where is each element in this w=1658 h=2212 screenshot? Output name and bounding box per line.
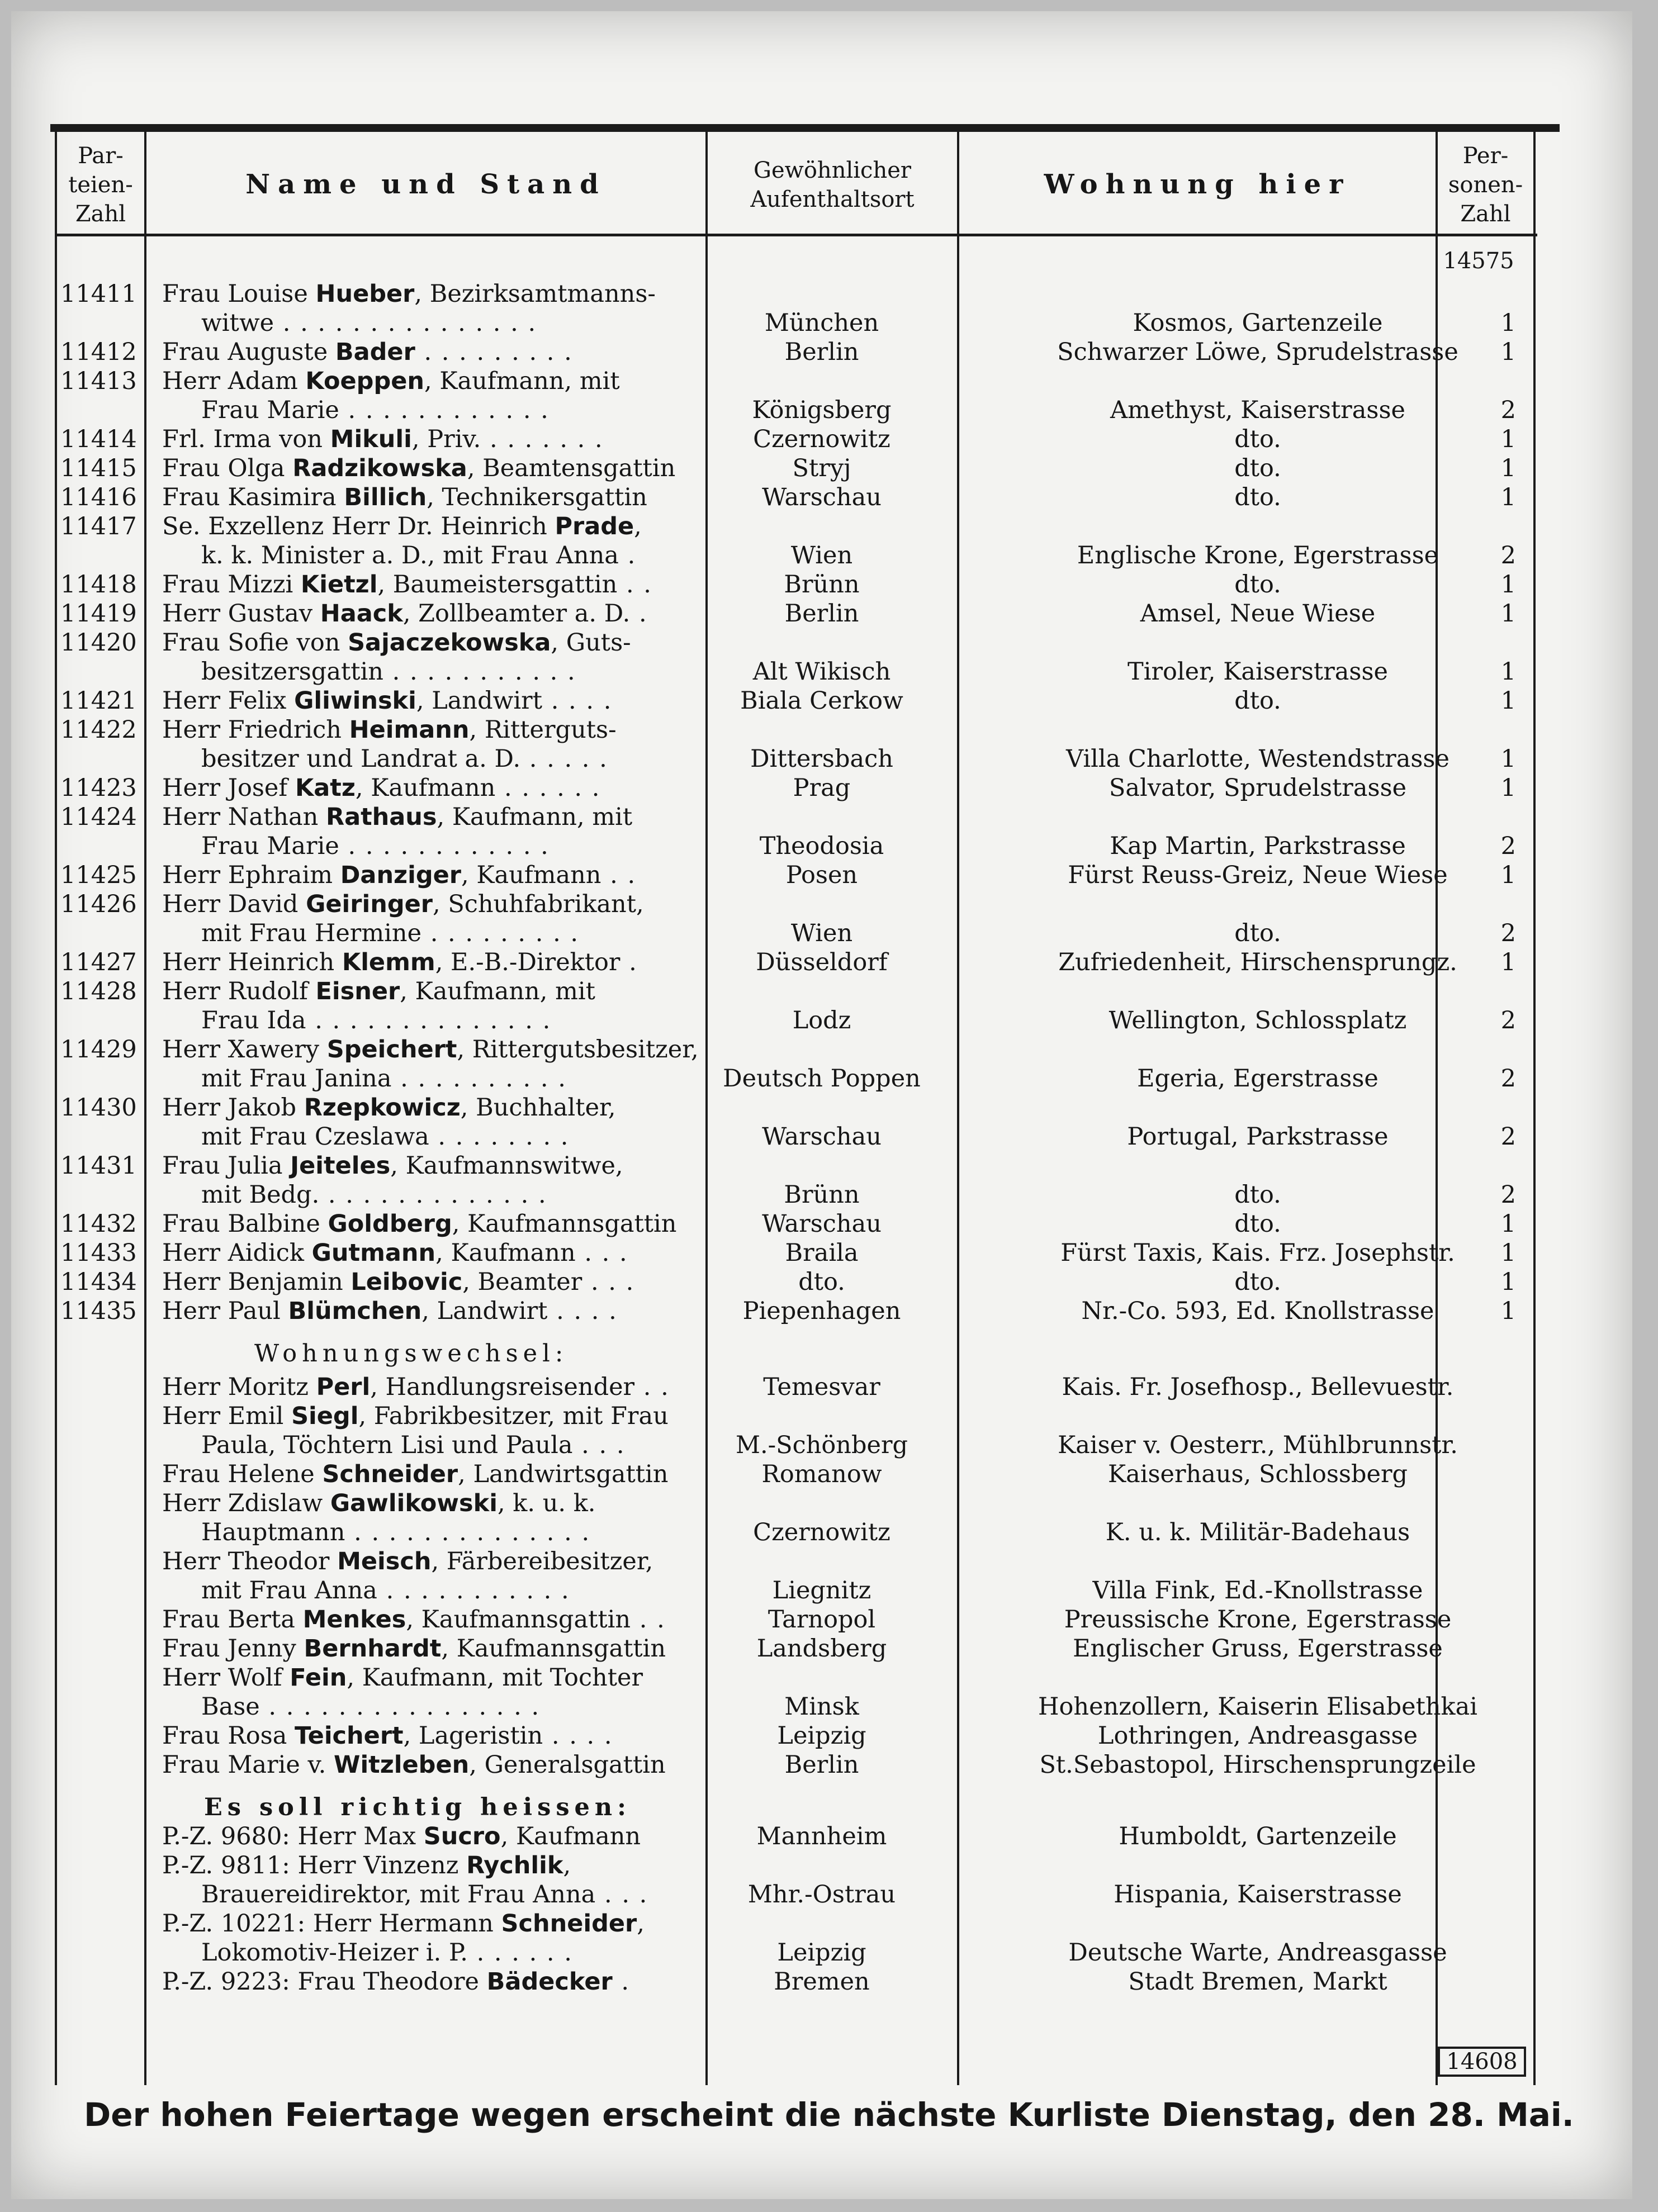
lodging: dto. xyxy=(1234,571,1281,599)
correction-row xyxy=(0,1967,1658,1996)
guest-name: P.-Z. 9811: Herr Vinzenz Rychlik, xyxy=(162,1852,571,1879)
guest-surname: Mikuli xyxy=(330,425,412,453)
move-row xyxy=(0,1721,1658,1750)
party-number: 11421 xyxy=(60,687,137,715)
register-row xyxy=(0,338,1658,367)
move-row xyxy=(0,1634,1658,1663)
guest-name: besitzer und Landrat a. D. . . . . . xyxy=(201,745,608,773)
persons-count: 1 xyxy=(1500,338,1516,366)
guest-surname: Jeiteles xyxy=(290,1152,391,1180)
guest-surname: Leibovic xyxy=(350,1268,463,1296)
guest-name: Herr Friedrich Heimann, Ritterguts- xyxy=(162,716,617,744)
persons-count: 1 xyxy=(1500,1297,1516,1325)
guest-name: witwe . . . . . . . . . . . . . . . xyxy=(201,309,537,337)
register-row xyxy=(0,541,1658,570)
register-row xyxy=(0,308,1658,338)
guest-surname: Fein xyxy=(290,1664,347,1692)
usual-residence: M.-Schönberg xyxy=(735,1431,908,1459)
section-heading-moves: Wohnungswechsel: xyxy=(254,1340,569,1368)
lodging: Englischer Gruss, Egerstrasse xyxy=(1073,1635,1443,1663)
guest-surname: Geiringer xyxy=(306,890,433,918)
guest-name: Frau Rosa Teichert, Lageristin . . . . xyxy=(162,1722,613,1750)
guest-name: mit Frau Janina . . . . . . . . . . xyxy=(201,1065,567,1093)
usual-residence: Liegnitz xyxy=(772,1577,871,1605)
register-row xyxy=(0,1122,1658,1151)
guest-surname: Menkes xyxy=(302,1606,406,1634)
guest-name: Herr Benjamin Leibovic, Beamter . . . xyxy=(162,1268,635,1296)
persons-count: 2 xyxy=(1500,1181,1516,1209)
register-row xyxy=(0,599,1658,628)
lodging: Villa Fink, Ed.-Knollstrasse xyxy=(1092,1577,1423,1605)
header-usual-residence: Gewöhnlicher Aufenthaltsort xyxy=(750,157,915,212)
party-number: 11411 xyxy=(60,280,137,308)
guest-name: Herr Rudolf Eisner, Kaufmann, mit xyxy=(162,977,595,1005)
persons-count: 1 xyxy=(1500,1210,1516,1238)
footer-notice: Der hohen Feiertage wegen erscheint die nächste Kurliste Dienstag, den 28. Mai. xyxy=(84,2096,1574,2134)
usual-residence: Düsseldorf xyxy=(756,948,888,976)
guest-surname: Klemm xyxy=(342,948,435,976)
section-heading-corrections-row xyxy=(0,1793,1658,1822)
end-total: 14608 xyxy=(1438,2047,1526,2077)
register-row xyxy=(0,1006,1658,1035)
register-row xyxy=(0,1209,1658,1238)
move-row xyxy=(0,1605,1658,1634)
guest-name: k. k. Minister a. D., mit Frau Anna . xyxy=(201,542,637,569)
guest-name: P.-Z. 10221: Herr Hermann Schneider, xyxy=(162,1910,645,1938)
lodging: Tiroler, Kaiserstrasse xyxy=(1128,658,1388,686)
lodging: Amethyst, Kaiserstrasse xyxy=(1110,396,1405,424)
guest-name: Frau Julia Jeiteles, Kaufmannswitwe, xyxy=(162,1152,623,1180)
lodging: Nr.-Co. 593, Ed. Knollstrasse xyxy=(1081,1297,1434,1325)
guest-name: Frau Kasimira Billich, Technikersgattin xyxy=(162,483,647,511)
usual-residence: Wien xyxy=(790,542,853,569)
register-row xyxy=(0,483,1658,512)
party-number: 11422 xyxy=(60,716,137,744)
lodging: Lothringen, Andreasgasse xyxy=(1097,1722,1418,1750)
lodging: dto. xyxy=(1234,687,1281,715)
guest-surname: Gliwinski xyxy=(294,687,416,715)
move-row xyxy=(0,1460,1658,1489)
guest-name: Brauereidirektor, mit Frau Anna . . . xyxy=(201,1881,648,1909)
register-row xyxy=(0,1151,1658,1180)
move-row xyxy=(0,1547,1658,1576)
guest-surname: Koeppen xyxy=(305,367,424,395)
persons-count: 1 xyxy=(1500,861,1516,889)
persons-count: 1 xyxy=(1500,454,1516,482)
usual-residence: Leipzig xyxy=(777,1722,866,1750)
guest-name: Frau Olga Radzikowska, Beamtensgattin xyxy=(162,454,676,482)
guest-name: Herr Emil Siegl, Fabrikbesitzer, mit Frau xyxy=(162,1402,669,1430)
guest-name: mit Frau Hermine . . . . . . . . . xyxy=(201,919,580,947)
party-number: 11434 xyxy=(60,1268,137,1296)
guest-name: Frau Berta Menkes, Kaufmannsgattin . . xyxy=(162,1606,666,1634)
register-row xyxy=(0,279,1658,308)
lodging: dto. xyxy=(1234,1210,1281,1238)
guest-surname: Eisner xyxy=(315,977,400,1005)
register-row xyxy=(0,454,1658,483)
guest-surname: Perl xyxy=(316,1373,371,1401)
correction-row xyxy=(0,1938,1658,1967)
usual-residence: Theodosia xyxy=(759,832,884,860)
usual-residence: Deutsch Poppen xyxy=(723,1065,921,1093)
guest-surname: Schneider xyxy=(322,1460,458,1488)
usual-residence: Lodz xyxy=(792,1007,851,1034)
usual-residence: Leipzig xyxy=(777,1939,866,1967)
guest-name: Base . . . . . . . . . . . . . . . . xyxy=(201,1693,541,1721)
register-row xyxy=(0,715,1658,744)
usual-residence: Mhr.-Ostrau xyxy=(747,1881,896,1909)
register-row xyxy=(0,1268,1658,1297)
usual-residence: Warschau xyxy=(762,483,882,511)
party-number: 11425 xyxy=(60,861,137,889)
guest-name: Frau Marie . . . . . . . . . . . . xyxy=(201,396,549,424)
persons-count: 2 xyxy=(1500,832,1516,860)
usual-residence: Tarnopol xyxy=(768,1606,876,1634)
move-row xyxy=(0,1518,1658,1547)
carried-total: 14575 xyxy=(1443,248,1514,274)
register-row xyxy=(0,396,1658,425)
party-number: 11419 xyxy=(60,600,137,628)
guest-name: Herr Josef Katz, Kaufmann . . . . . . xyxy=(162,774,601,802)
register-row xyxy=(0,1238,1658,1268)
usual-residence: Czernowitz xyxy=(753,425,890,453)
party-number: 11435 xyxy=(60,1297,137,1325)
usual-residence: Warschau xyxy=(762,1210,882,1238)
register-row xyxy=(0,512,1658,541)
usual-residence: Minsk xyxy=(784,1693,859,1721)
guest-name: Herr Nathan Rathaus, Kaufmann, mit xyxy=(162,803,633,831)
persons-count: 1 xyxy=(1500,571,1516,599)
register-row xyxy=(0,861,1658,890)
persons-count: 1 xyxy=(1500,309,1516,337)
correction-row xyxy=(0,1880,1658,1909)
usual-residence: Posen xyxy=(785,861,858,889)
guest-surname: Siegl xyxy=(291,1402,359,1430)
party-number: 11415 xyxy=(60,454,137,482)
guest-surname: Hueber xyxy=(315,280,415,308)
persons-count: 2 xyxy=(1500,919,1516,947)
persons-count: 1 xyxy=(1500,745,1516,773)
guest-name: mit Bedg. . . . . . . . . . . . . . xyxy=(201,1181,547,1209)
move-row xyxy=(0,1692,1658,1721)
move-row xyxy=(0,1431,1658,1460)
party-number: 11416 xyxy=(60,483,137,511)
persons-count: 2 xyxy=(1500,1065,1516,1093)
guest-name: Herr Aidick Gutmann, Kaufmann . . . xyxy=(162,1239,628,1267)
lodging: Kaiser v. Oesterr., Mühlbrunnstr. xyxy=(1058,1431,1458,1459)
guest-surname: Heimann xyxy=(349,716,470,744)
lodging: Fürst Reuss-Greiz, Neue Wiese xyxy=(1068,861,1448,889)
usual-residence: dto. xyxy=(798,1268,845,1296)
guest-name: Lokomotiv-Heizer i. P. . . . . . . xyxy=(201,1939,573,1967)
guest-name: Herr Ephraim Danziger, Kaufmann . . xyxy=(162,861,637,889)
lodging: Fürst Taxis, Kais. Frz. Josephstr. xyxy=(1060,1239,1455,1267)
party-number: 11414 xyxy=(60,425,137,453)
header-name-status: Name und Stand xyxy=(245,169,607,201)
guest-name: Frau Mizzi Kietzl, Baumeistersgattin . . xyxy=(162,571,652,599)
guest-surname: Rzepkowicz xyxy=(304,1094,461,1122)
guest-surname: Danziger xyxy=(340,861,461,889)
register-row xyxy=(0,657,1658,686)
persons-count: 2 xyxy=(1500,542,1516,569)
lodging: Villa Charlotte, Westendstrasse xyxy=(1066,745,1449,773)
usual-residence: Landsberg xyxy=(756,1635,887,1663)
persons-count: 1 xyxy=(1500,658,1516,686)
guest-surname: Rychlik xyxy=(466,1852,563,1879)
guest-name: Frau Auguste Bader . . . . . . . . . xyxy=(162,338,573,366)
guest-name: Frau Sofie von Sajaczekowska, Guts- xyxy=(162,629,631,657)
party-number: 11420 xyxy=(60,629,137,657)
correction-row xyxy=(0,1822,1658,1851)
register-row xyxy=(0,1064,1658,1093)
persons-count: 1 xyxy=(1500,687,1516,715)
lodging: Englische Krone, Egerstrasse xyxy=(1077,542,1439,569)
register-row xyxy=(0,1035,1658,1064)
guest-surname: Goldberg xyxy=(328,1210,452,1238)
guest-name: Frau Marie . . . . . . . . . . . . xyxy=(201,832,549,860)
guest-name: Frau Louise Hueber, Bezirksamtmanns- xyxy=(162,280,656,308)
lodging: Humboldt, Gartenzeile xyxy=(1119,1822,1397,1850)
register-row xyxy=(0,919,1658,948)
lodging: Kap Martin, Parkstrasse xyxy=(1110,832,1406,860)
guest-surname: Gawlikowski xyxy=(330,1489,498,1517)
lodging: dto. xyxy=(1234,1268,1281,1296)
register-row xyxy=(0,803,1658,832)
usual-residence: Braila xyxy=(785,1239,859,1267)
lodging: Hohenzollern, Kaiserin Elisabethkai xyxy=(1038,1693,1477,1721)
party-number: 11433 xyxy=(60,1239,137,1267)
usual-residence: Bremen xyxy=(774,1968,870,1996)
guest-name: Frau Helene Schneider, Landwirtsgattin xyxy=(162,1460,669,1488)
guest-name: P.-Z. 9223: Frau Theodore Bädecker . xyxy=(162,1968,631,1996)
guest-surname: Radzikowska xyxy=(292,454,467,482)
usual-residence: Stryj xyxy=(792,454,851,482)
lodging: Egeria, Egerstrasse xyxy=(1137,1065,1378,1093)
usual-residence: Biala Cerkow xyxy=(740,687,903,715)
guest-name: Frl. Irma von Mikuli, Priv. . . . . . . . xyxy=(162,425,604,453)
header-party-number: Par- teien- Zahl xyxy=(68,143,133,227)
party-number: 11432 xyxy=(60,1210,137,1238)
lodging: Preussische Krone, Egerstrasse xyxy=(1064,1606,1452,1634)
persons-count: 1 xyxy=(1500,483,1516,511)
guest-surname: Sajaczekowska xyxy=(348,629,551,657)
guest-name: Herr David Geiringer, Schuhfabrikant, xyxy=(162,890,644,918)
party-number: 11417 xyxy=(60,512,137,540)
usual-residence: Piepenhagen xyxy=(742,1297,901,1325)
party-number: 11423 xyxy=(60,774,137,802)
guest-surname: Kietzl xyxy=(300,571,378,599)
guest-name: besitzersgattin . . . . . . . . . . . xyxy=(201,658,576,686)
register-row xyxy=(0,773,1658,803)
lodging: Kosmos, Gartenzeile xyxy=(1133,309,1383,337)
usual-residence: Dittersbach xyxy=(750,745,893,773)
top-rule xyxy=(50,124,1560,132)
guest-surname: Meisch xyxy=(337,1548,432,1575)
lodging: Amsel, Neue Wiese xyxy=(1140,600,1376,628)
party-number: 11424 xyxy=(60,803,137,831)
lodging: dto. xyxy=(1234,454,1281,482)
persons-count: 1 xyxy=(1500,600,1516,628)
persons-count: 1 xyxy=(1500,425,1516,453)
move-row xyxy=(0,1489,1658,1518)
guest-name: Herr Felix Gliwinski, Landwirt . . . . xyxy=(162,687,613,715)
guest-name: Se. Exzellenz Herr Dr. Heinrich Prade, xyxy=(162,512,642,540)
register-row xyxy=(0,977,1658,1006)
guest-surname: Teichert xyxy=(295,1722,404,1750)
persons-count: 2 xyxy=(1500,1123,1516,1151)
guest-name: Herr Xawery Speichert, Rittergutsbesitzer, xyxy=(162,1036,699,1064)
lodging: Salvator, Sprudelstrasse xyxy=(1109,774,1407,802)
lodging: Wellington, Schlossplatz xyxy=(1109,1007,1407,1034)
lodging: Stadt Bremen, Markt xyxy=(1128,1968,1387,1996)
party-number: 11431 xyxy=(60,1152,137,1180)
header-lodging: Wohnung hier xyxy=(1044,169,1351,201)
guest-name: Frau Marie v. Witzleben, Generalsgattin xyxy=(162,1751,666,1779)
party-number: 11426 xyxy=(60,890,137,918)
register-row xyxy=(0,744,1658,773)
party-number: 11430 xyxy=(60,1094,137,1122)
lodging: dto. xyxy=(1234,425,1281,453)
guest-name: Herr Heinrich Klemm, E.-B.-Direktor . xyxy=(162,948,638,976)
party-number: 11428 xyxy=(60,977,137,1005)
lodging: Kaiserhaus, Schlossberg xyxy=(1107,1460,1408,1488)
guest-surname: Witzleben xyxy=(334,1751,470,1779)
lodging: dto. xyxy=(1234,919,1281,947)
guest-name: Paula, Töchtern Lisi und Paula . . . xyxy=(201,1431,626,1459)
guest-name: Hauptmann . . . . . . . . . . . . . . xyxy=(201,1518,591,1546)
persons-count: 1 xyxy=(1500,774,1516,802)
usual-residence: Mannheim xyxy=(756,1822,887,1850)
party-number: 11418 xyxy=(60,571,137,599)
lodging: Kais. Fr. Josefhosp., Bellevuestr. xyxy=(1062,1373,1454,1401)
register-row xyxy=(0,1297,1658,1326)
section-heading-moves-row xyxy=(0,1339,1658,1368)
header-rule xyxy=(56,234,1537,236)
guest-surname: Gutmann xyxy=(311,1239,436,1267)
guest-name: Herr Moritz Perl, Handlungsreisender . . xyxy=(162,1373,670,1401)
guest-surname: Bader xyxy=(335,338,415,366)
guest-name: Herr Jakob Rzepkowicz, Buchhalter, xyxy=(162,1094,616,1122)
correction-row xyxy=(0,1851,1658,1880)
usual-residence: München xyxy=(764,309,879,337)
move-row xyxy=(0,1663,1658,1692)
persons-count: 2 xyxy=(1500,396,1516,424)
guest-name: P.-Z. 9680: Herr Max Sucro, Kaufmann xyxy=(162,1822,641,1850)
guest-surname: Haack xyxy=(320,600,403,628)
lodging: K. u. k. Militär-Badehaus xyxy=(1105,1518,1410,1546)
section-heading-corrections: Es soll richtig heissen: xyxy=(204,1793,632,1821)
guest-surname: Billich xyxy=(344,483,427,511)
lodging: Zufriedenheit, Hirschensprungz. xyxy=(1058,948,1457,976)
usual-residence: Brünn xyxy=(784,571,860,599)
guest-name: Frau Jenny Bernhardt, Kaufmannsgattin xyxy=(162,1635,666,1663)
register-row xyxy=(0,948,1658,977)
guest-surname: Bernhardt xyxy=(304,1635,442,1663)
header-persons: Per- sonen- Zahl xyxy=(1448,143,1523,227)
guest-name: Herr Zdislaw Gawlikowski, k. u. k. xyxy=(162,1489,596,1517)
usual-residence: Berlin xyxy=(784,600,859,628)
register-row xyxy=(0,425,1658,454)
guest-name: mit Frau Anna . . . . . . . . . . . xyxy=(201,1577,570,1605)
party-number: 11412 xyxy=(60,338,137,366)
persons-count: 1 xyxy=(1500,1239,1516,1267)
register-row xyxy=(0,832,1658,861)
register-row xyxy=(0,570,1658,599)
persons-count: 1 xyxy=(1500,1268,1516,1296)
party-number: 11413 xyxy=(60,367,137,395)
usual-residence: Alt Wikisch xyxy=(752,658,891,686)
lodging: Schwarzer Löwe, Sprudelstrasse xyxy=(1057,338,1458,366)
guest-surname: Speichert xyxy=(326,1036,457,1064)
move-row xyxy=(0,1750,1658,1779)
guest-surname: Sucro xyxy=(423,1822,501,1850)
lodging: St.Sebastopol, Hirschensprungzeile xyxy=(1039,1751,1476,1779)
usual-residence: Czernowitz xyxy=(753,1518,890,1546)
usual-residence: Prag xyxy=(793,774,851,802)
guest-name: Herr Wolf Fein, Kaufmann, mit Tochter xyxy=(162,1664,643,1692)
guest-name: mit Frau Czeslawa . . . . . . . . xyxy=(201,1123,570,1151)
move-row xyxy=(0,1402,1658,1431)
guest-surname: Schneider xyxy=(501,1910,637,1938)
lodging: dto. xyxy=(1234,1181,1281,1209)
register-row xyxy=(0,686,1658,715)
guest-surname: Rathaus xyxy=(325,803,437,831)
guest-surname: Katz xyxy=(295,774,356,802)
register-row xyxy=(0,1180,1658,1209)
persons-count: 2 xyxy=(1500,1007,1516,1034)
usual-residence: Berlin xyxy=(784,1751,859,1779)
guest-surname: Prade xyxy=(555,512,634,540)
lodging: Hispania, Kaiserstrasse xyxy=(1114,1881,1402,1909)
lodging: Deutsche Warte, Andreasgasse xyxy=(1068,1939,1447,1967)
guest-name: Herr Theodor Meisch, Färbereibesitzer, xyxy=(162,1548,653,1575)
usual-residence: Temesvar xyxy=(763,1373,880,1401)
register-row xyxy=(0,890,1658,919)
move-row xyxy=(0,1576,1658,1605)
guest-name: Herr Gustav Haack, Zollbeamter a. D. . xyxy=(162,600,648,628)
party-number: 11427 xyxy=(60,948,137,976)
party-number: 11429 xyxy=(60,1036,137,1064)
lodging: Portugal, Parkstrasse xyxy=(1127,1123,1389,1151)
usual-residence: Brünn xyxy=(784,1181,860,1209)
lodging: dto. xyxy=(1234,483,1281,511)
usual-residence: Berlin xyxy=(784,338,859,366)
guest-surname: Bädecker xyxy=(486,1968,613,1996)
move-row xyxy=(0,1373,1658,1402)
usual-residence: Romanow xyxy=(761,1460,882,1488)
correction-row xyxy=(0,1909,1658,1938)
guest-name: Frau Balbine Goldberg, Kaufmannsgattin xyxy=(162,1210,677,1238)
usual-residence: Wien xyxy=(790,919,853,947)
register-row xyxy=(0,1093,1658,1122)
guest-name: Herr Adam Koeppen, Kaufmann, mit xyxy=(162,367,620,395)
register-row xyxy=(0,367,1658,396)
persons-count: 1 xyxy=(1500,948,1516,976)
guest-name: Herr Paul Blümchen, Landwirt . . . . xyxy=(162,1297,618,1325)
guest-surname: Blümchen xyxy=(288,1297,422,1325)
guest-name: Frau Ida . . . . . . . . . . . . . . xyxy=(201,1007,552,1034)
register-row xyxy=(0,628,1658,657)
usual-residence: Königsberg xyxy=(752,396,892,424)
usual-residence: Warschau xyxy=(762,1123,882,1151)
